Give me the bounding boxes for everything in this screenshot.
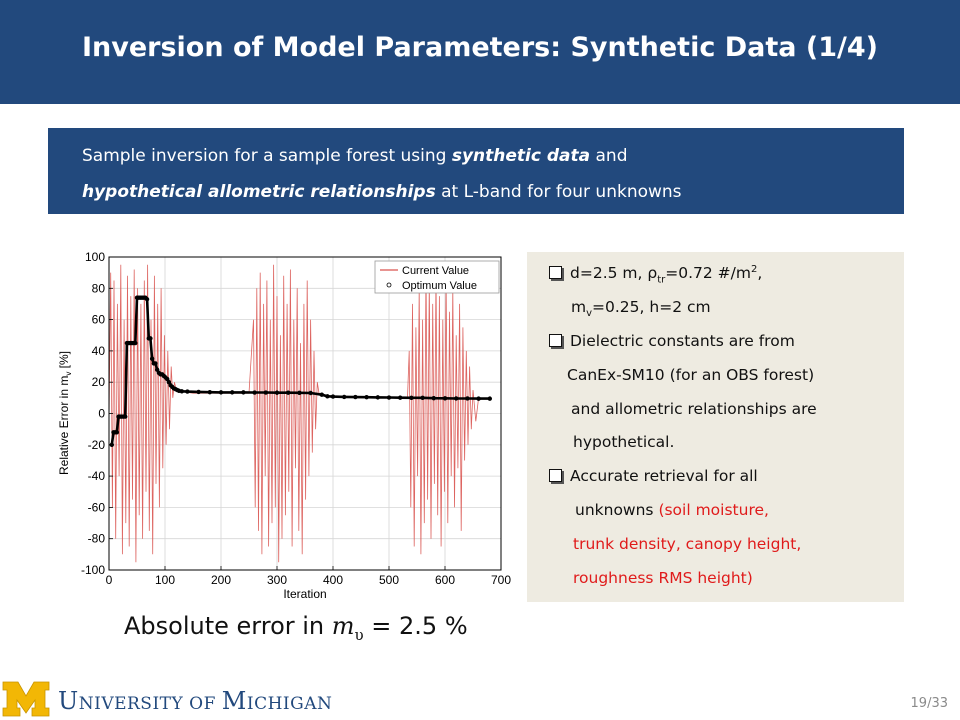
chart-container bbox=[52, 242, 522, 604]
intro-line-2 bbox=[82, 182, 682, 202]
bullet-1-line-2 bbox=[571, 298, 711, 319]
bullets-box bbox=[527, 252, 904, 602]
x-tick-label: 0 bbox=[105, 573, 113, 587]
absolute-error-caption bbox=[124, 612, 468, 644]
bullet-1-line-1 bbox=[549, 264, 762, 285]
intro-emphasis-synthetic: synthetic data bbox=[451, 146, 591, 166]
bullet-1-sub-tr: tr bbox=[657, 274, 666, 286]
legend-current-label: Current Value bbox=[402, 265, 470, 277]
legend-optimum-label: Optimum Value bbox=[402, 280, 477, 292]
bullet-1-sub-v: v bbox=[586, 308, 593, 320]
abs-error-suffix: = 2.5 % bbox=[363, 612, 468, 640]
abs-error-sub: υ bbox=[354, 625, 364, 644]
y-tick-label: 20 bbox=[91, 375, 105, 390]
x-tick-label: 400 bbox=[322, 573, 344, 587]
intro-line-1-text-a: Sample inversion for a sample forest using bbox=[82, 146, 452, 166]
intro-line-2-text: at L-band for four unknowns bbox=[435, 182, 682, 202]
wordmark-ichigan: ICHIGAN bbox=[246, 694, 333, 714]
y-tick-label: -40 bbox=[87, 469, 105, 484]
bullet-3-line-2 bbox=[575, 501, 769, 519]
x-tick-label: 500 bbox=[378, 573, 400, 587]
bullet-2-text-1: Dielectric constants are from bbox=[570, 332, 795, 350]
bullet-3-highlight-1: (soil moisture, bbox=[658, 501, 769, 519]
legend bbox=[375, 261, 499, 293]
bullet-2-line-2: CanEx-SM10 (for an OBS forest) bbox=[567, 366, 815, 384]
y-axis-label-sub: v bbox=[64, 371, 73, 376]
university-block-m-logo bbox=[2, 680, 50, 718]
checkbox-bullet-icon bbox=[549, 266, 562, 279]
abs-error-var: m bbox=[331, 612, 355, 640]
y-tick-label: 100 bbox=[84, 250, 105, 264]
wordmark-u: U bbox=[58, 687, 79, 715]
y-tick-label: -100 bbox=[80, 563, 105, 577]
bullet-1-text-a: d=2.5 m, ρ bbox=[570, 264, 658, 283]
y-tick-label: -60 bbox=[87, 500, 105, 515]
bullet-1-text-b: =0.72 #/m bbox=[665, 264, 751, 283]
y-tick-label: 80 bbox=[91, 281, 105, 296]
bullet-2-line-4: hypothetical. bbox=[573, 433, 675, 451]
bullet-1-mv: m bbox=[571, 298, 587, 316]
bullet-3-unknowns: unknowns bbox=[575, 501, 659, 519]
slide-title: Inversion of Model Parameters: Synthetic Data (1/4) bbox=[81, 32, 878, 63]
y-axis-label-unit: [%] bbox=[57, 350, 71, 372]
x-tick-label: 100 bbox=[154, 573, 176, 587]
bullet-3-text-1: Accurate retrieval for all bbox=[570, 467, 758, 485]
bullet-3-line-1 bbox=[549, 467, 758, 485]
y-tick-label: 40 bbox=[91, 343, 105, 358]
bullet-1-text-c: , bbox=[757, 264, 763, 283]
intro-emphasis-allometric: hypothetical allometric relationships bbox=[82, 182, 436, 202]
wordmark-niversity: NIVERSITY OF bbox=[78, 694, 222, 714]
bullet-2-line-1 bbox=[549, 332, 795, 350]
y-tick-label: 60 bbox=[91, 312, 105, 327]
university-wordmark bbox=[58, 687, 332, 715]
bullet-1-line-2-text: =0.25, h=2 cm bbox=[592, 298, 711, 316]
bullet-2-line-3: and allometric relationships are bbox=[571, 400, 817, 418]
y-axis-label bbox=[57, 351, 73, 475]
abs-error-prefix: Absolute error in bbox=[124, 612, 332, 640]
relative-error-chart bbox=[52, 242, 522, 604]
x-tick-label: 200 bbox=[210, 573, 232, 587]
intro-line-1 bbox=[82, 146, 627, 166]
y-axis-label-main: Relative Error in m bbox=[57, 375, 71, 476]
y-tick-label: 0 bbox=[98, 406, 105, 421]
x-tick-label: 700 bbox=[490, 573, 512, 587]
bullet-1-sup-2: 2 bbox=[750, 264, 758, 275]
x-tick-label: 300 bbox=[266, 573, 288, 587]
x-tick-label: 600 bbox=[434, 573, 456, 587]
wordmark-m: M bbox=[221, 687, 247, 715]
bullet-3-highlight-3: roughness RMS height) bbox=[573, 569, 753, 587]
y-tick-label: -20 bbox=[87, 437, 105, 452]
page-number: 19/33 bbox=[910, 696, 948, 711]
bullet-3-highlight-2: trunk density, canopy height, bbox=[573, 535, 802, 553]
y-tick-label: -80 bbox=[87, 531, 105, 546]
intro-line-1-text-b: and bbox=[590, 146, 628, 166]
title-bar bbox=[0, 0, 960, 104]
intro-box bbox=[48, 128, 904, 214]
x-axis-label: Iteration bbox=[283, 587, 327, 601]
checkbox-bullet-icon bbox=[549, 334, 562, 347]
checkbox-bullet-icon bbox=[549, 469, 562, 482]
